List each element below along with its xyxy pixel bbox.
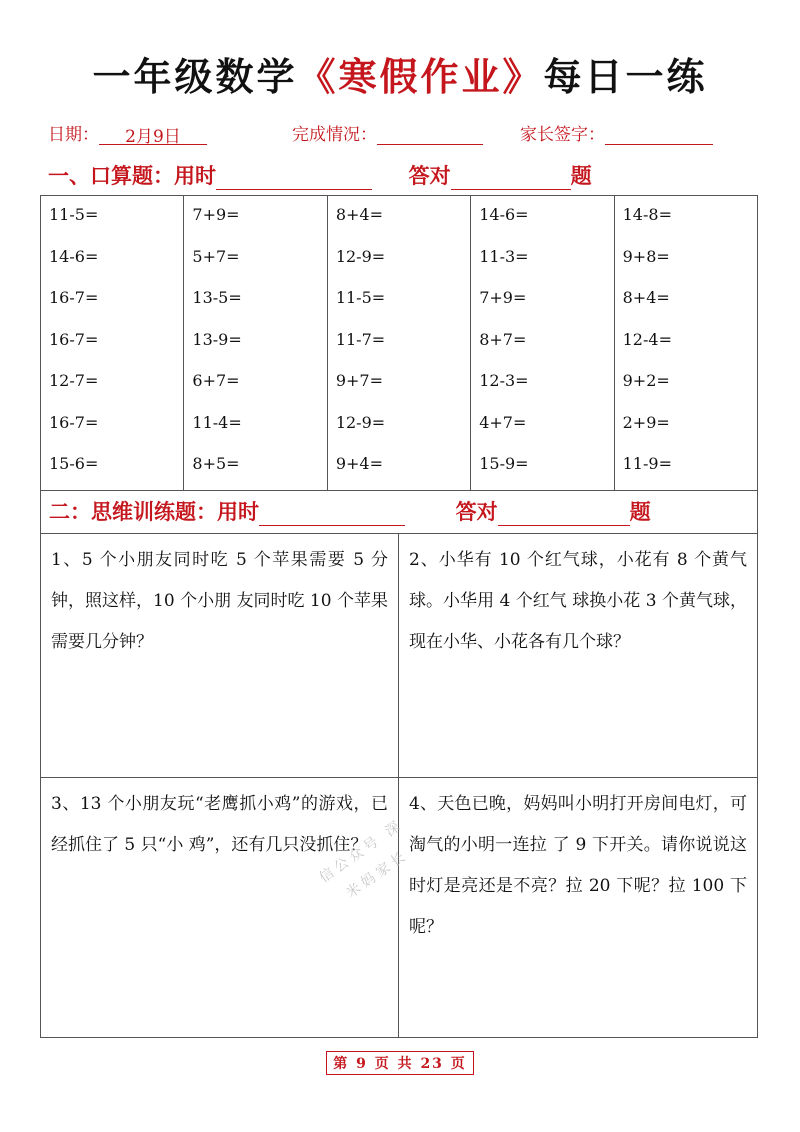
arithmetic-grid: [41, 196, 757, 491]
arithmetic-column: [471, 196, 614, 490]
arithmetic-column: [41, 196, 184, 490]
title-part-daily: 每日一练: [543, 54, 708, 99]
arithmetic-item: 4+7=: [479, 412, 527, 432]
arithmetic-item: 12-3=: [479, 371, 529, 390]
arithmetic-item: 12-7=: [49, 371, 99, 390]
arithmetic-item: 12-9=: [335, 246, 386, 266]
section1-correct-blank: [451, 165, 571, 190]
page-title: [0, 52, 800, 102]
arithmetic-item: 8+4=: [622, 288, 670, 307]
arithmetic-item: 16-7=: [49, 412, 99, 432]
status-blank: [377, 122, 483, 145]
section2-unit: 题: [629, 499, 651, 524]
arithmetic-item: 11-4=: [192, 412, 242, 432]
arithmetic-item: 7+9=: [479, 288, 527, 307]
arithmetic-item: 6+7=: [192, 371, 240, 390]
question-1: 1、5 个小朋友同时吃 5 个苹果需要 5 分钟，照这样，10 个小朋 友同时吃 10 个苹果需要几分钟？: [41, 534, 399, 778]
arithmetic-item: 7+9=: [192, 205, 240, 224]
arithmetic-item: 8+5=: [192, 454, 240, 473]
arithmetic-item: 14-6=: [49, 246, 99, 266]
arithmetic-item: 11-5=: [49, 205, 99, 224]
arithmetic-item: 2+9=: [622, 412, 670, 432]
date-label: 日期：: [48, 125, 99, 145]
date-field: [48, 120, 207, 145]
status-label: 完成情况：: [292, 125, 377, 145]
arithmetic-item: 11-9=: [622, 454, 672, 473]
arithmetic-item: 8+7=: [479, 329, 527, 349]
thinking-questions: [41, 533, 757, 1038]
arithmetic-item: 8+4=: [335, 205, 383, 224]
arithmetic-item: 16-7=: [49, 288, 99, 307]
parent-sign-blank: [605, 122, 713, 145]
date-value: 2月9日: [99, 122, 207, 145]
section1-correct-label: 答对: [408, 163, 451, 188]
arithmetic-item: 15-6=: [49, 454, 99, 473]
section2-correct-blank: [498, 501, 630, 526]
arithmetic-item: 9+4=: [335, 454, 383, 473]
header-meta: [48, 120, 748, 146]
arithmetic-item: 9+8=: [622, 246, 670, 266]
title-part-homework: 《寒假作业》: [297, 54, 544, 99]
arithmetic-item: 11-5=: [335, 288, 386, 307]
arithmetic-item: 14-6=: [479, 205, 529, 224]
parent-sign-label: 家长签字：: [520, 125, 605, 145]
arithmetic-item: 16-7=: [49, 329, 99, 349]
section2-correct-label: 答对: [455, 499, 498, 524]
arithmetic-item: 15-9=: [479, 454, 529, 473]
arithmetic-item: 13-5=: [192, 288, 242, 307]
section1-unit: 题: [570, 163, 592, 188]
section1-time-blank: [216, 165, 372, 190]
section1-label: 一、口算题：用时: [48, 163, 216, 188]
arithmetic-item: 14-8=: [622, 205, 672, 224]
arithmetic-item: 11-3=: [479, 246, 529, 266]
arithmetic-item: 12-4=: [622, 329, 672, 349]
section2-heading: [49, 496, 749, 530]
question-2: 2、小华有 10 个红气球，小花有 8 个黄气球。小华用 4 个红气 球换小花 3 个黄气球，现在小华、小花各有几个球？: [399, 534, 757, 778]
section2-time-blank: [259, 501, 405, 526]
page-counter: 第 9 页 共 23 页: [326, 1051, 474, 1075]
section2-label: 二：思维训练题：用时: [49, 499, 259, 524]
arithmetic-column: [328, 196, 471, 490]
arithmetic-item: 5+7=: [192, 246, 240, 266]
arithmetic-item: 11-7=: [335, 329, 386, 349]
parent-sign-field: [520, 120, 713, 145]
arithmetic-column: [184, 196, 327, 490]
question-4: 4、天色已晚，妈妈叫小明打开房间电灯，可淘气的小明一连拉 了 9 下开关。请你说说这时灯是亮还是不亮？拉 20 下呢？拉 100 下呢？: [409, 794, 747, 937]
arithmetic-column: [615, 196, 757, 490]
section1-heading: [48, 160, 748, 190]
arithmetic-item: 12-9=: [335, 412, 386, 432]
question-3: 3、13 个小朋友玩“老鹰抓小鸡”的游戏，已经抓住了 5 只“小 鸡”，还有几只没抓住？: [41, 778, 399, 1038]
title-part-grade: 一年级数学: [92, 54, 298, 99]
arithmetic-item: 13-9=: [192, 329, 242, 349]
watermark-stamp: 信公众号 深米妈家长: [316, 816, 412, 902]
status-field: [292, 120, 483, 145]
arithmetic-item: 9+2=: [622, 371, 670, 390]
arithmetic-item: 9+7=: [335, 371, 383, 390]
page-footer: [0, 1051, 800, 1075]
